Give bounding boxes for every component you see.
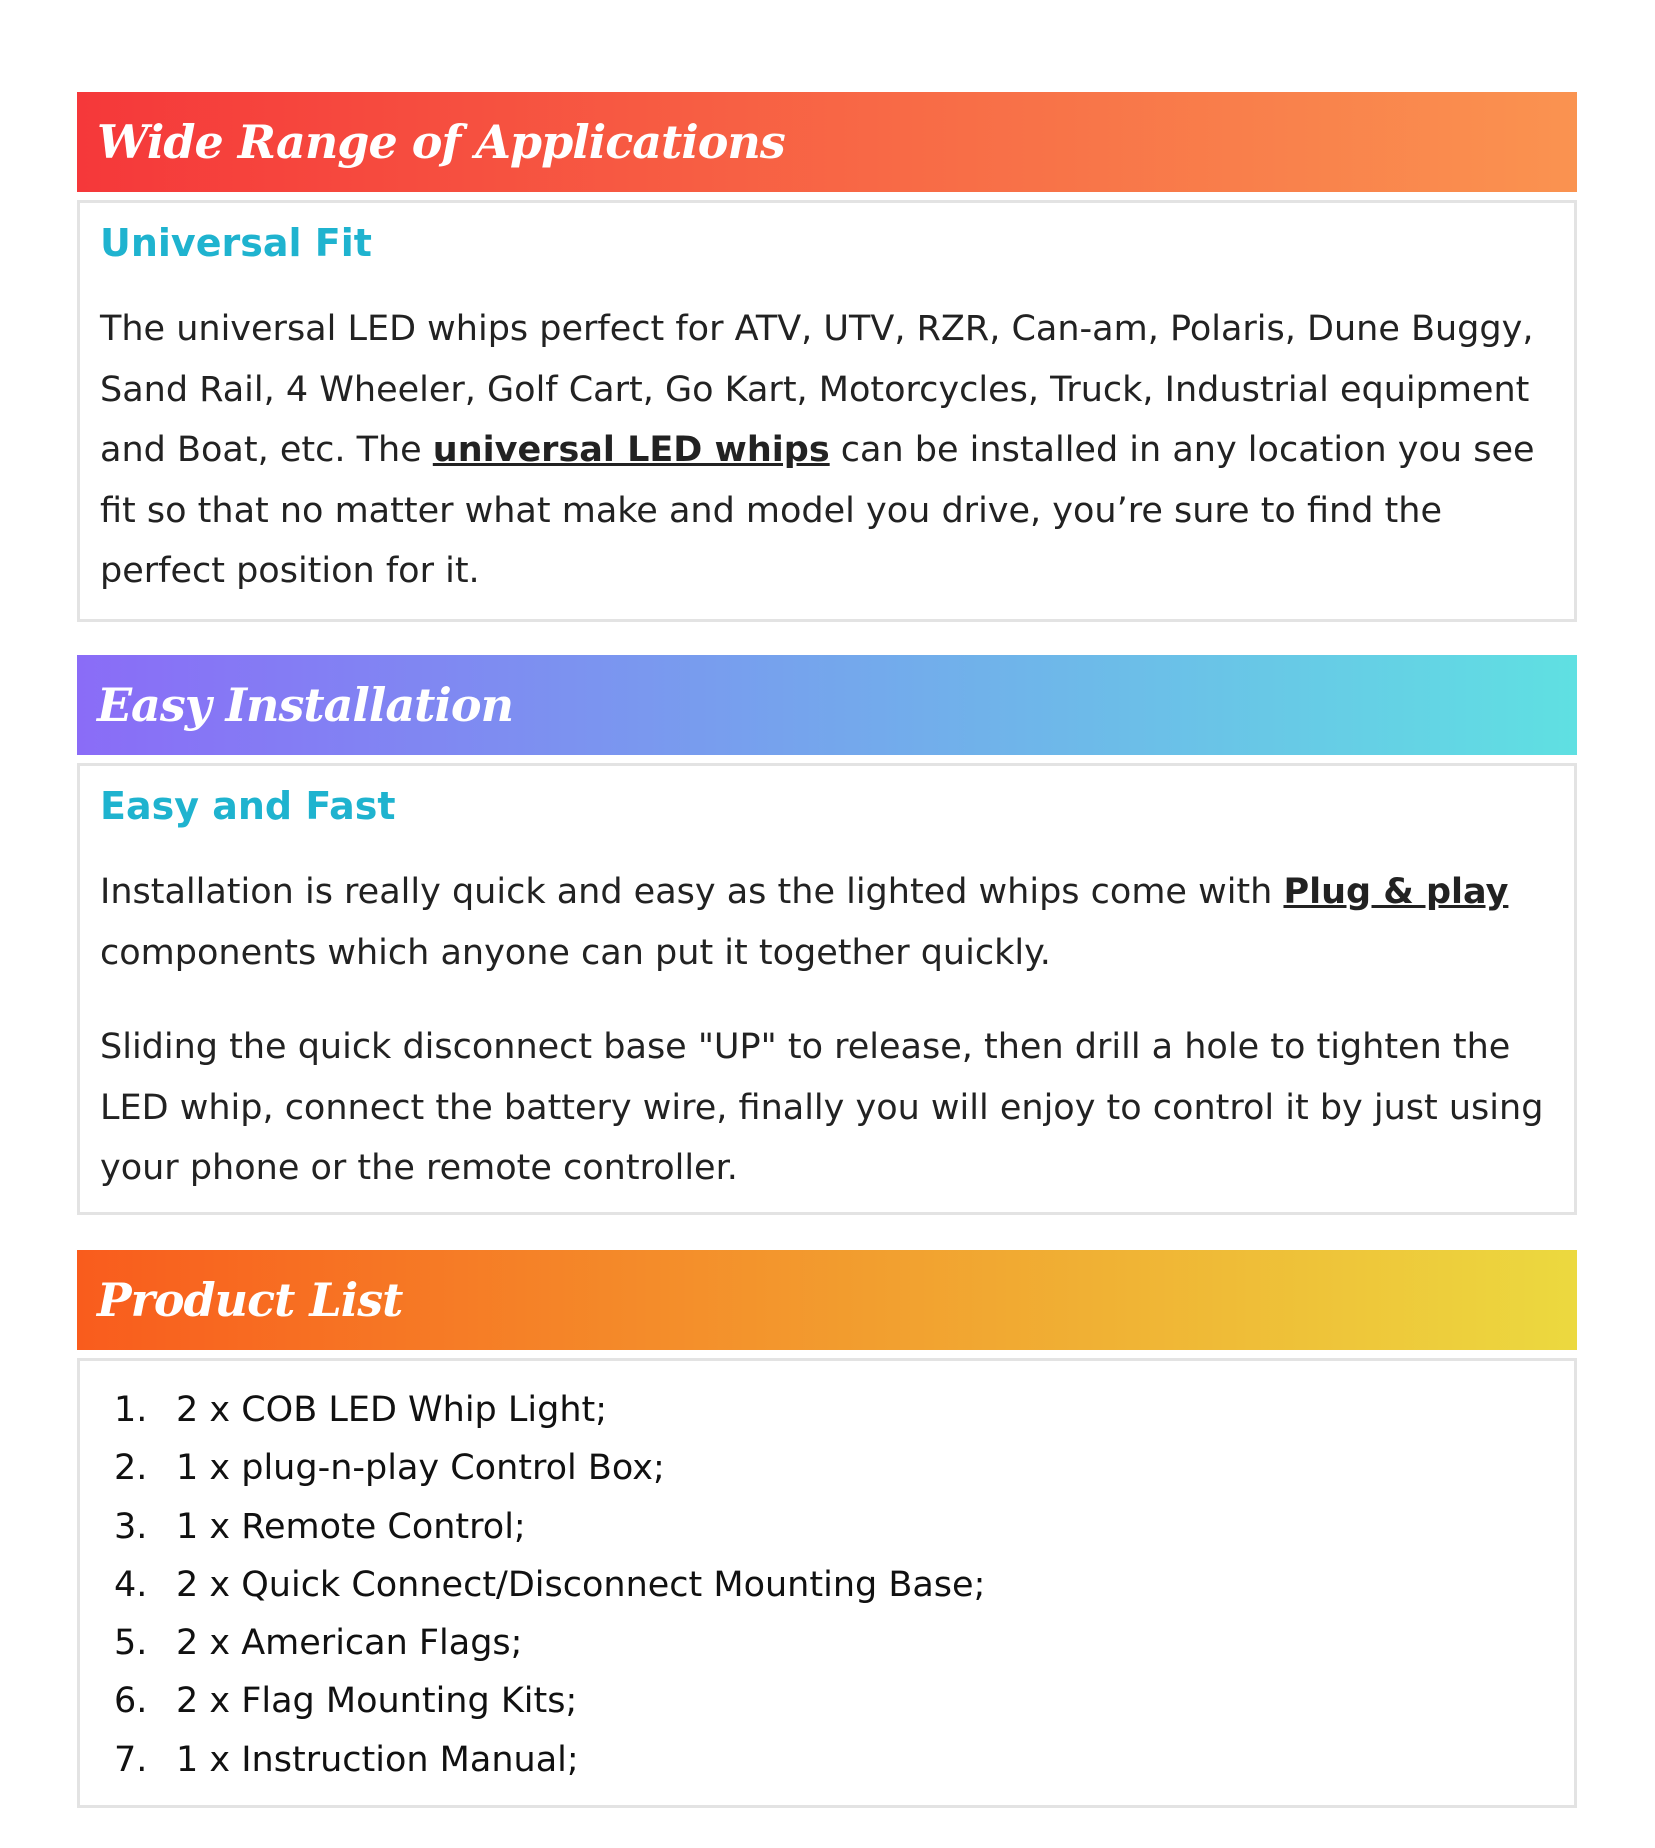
list-item [100, 1439, 1554, 1497]
list-text: 2 x Flag Mounting Kits; [176, 1681, 578, 1722]
list-number: 1. [114, 1390, 148, 1430]
link-plug-and-play[interactable]: Plug & play [1283, 872, 1509, 912]
banner-title: Product List [97, 1273, 403, 1327]
list-number: 4. [114, 1564, 148, 1605]
list-text: 2 x COB LED Whip Light; [176, 1390, 608, 1430]
banner-title: Easy Installation [97, 678, 514, 732]
subtitle-easy-and-fast: Easy and Fast [100, 784, 396, 828]
list-item [100, 1614, 1554, 1672]
product-list [100, 1381, 1554, 1789]
list-text: 1 x plug-n-play Control Box; [176, 1448, 665, 1489]
list-item [100, 1381, 1554, 1439]
text-span: Installation is really quick and easy as the lighted whips come with [100, 872, 1284, 912]
banner-applications [77, 92, 1577, 192]
list-text: 1 x Instruction Manual; [176, 1739, 579, 1780]
list-number: 3. [114, 1506, 148, 1547]
list-number: 2. [114, 1448, 148, 1489]
paragraph-steps: Sliding the quick disconnect base "UP" to release, then drill a hole to tighten the LED whip, connect the battery wire, finally you will enjoy to control it by just using your phone or the remote controller. [100, 1027, 1544, 1188]
banner-installation [77, 655, 1577, 755]
text-span: The universal LED whips perfect for ATV, UTV, RZR, Can-am, Polaris, Dune Buggy, Sand Rail, 4 Wheeler, Golf Cart, Go Kart, Motorcycles, Truck, Industrial equipment and Boat, etc. The [100, 309, 1534, 470]
list-text: 2 x American Flags; [176, 1623, 523, 1664]
text-span: can be installed in any location you see fit so that no matter what make and model you drive, you’re sure to find the perfect position for it. [100, 430, 1535, 591]
section-applications [77, 92, 1577, 622]
list-number: 6. [114, 1681, 148, 1722]
content-box-product-list [77, 1358, 1577, 1808]
list-item [100, 1498, 1554, 1556]
paragraph-installation [100, 862, 1554, 983]
list-text: 1 x Remote Control; [176, 1506, 526, 1547]
banner-title: Wide Range of Applications [97, 115, 785, 169]
section-installation [77, 655, 1577, 1215]
list-item [100, 1731, 1554, 1789]
content-box-applications [77, 200, 1577, 622]
link-universal-led-whips[interactable]: universal LED whips [432, 430, 830, 470]
section-product-list [77, 1250, 1577, 1808]
list-text: 2 x Quick Connect/Disconnect Mounting Base; [176, 1564, 986, 1605]
list-item [100, 1672, 1554, 1730]
subtitle-universal-fit: Universal Fit [100, 221, 372, 265]
banner-product-list [77, 1250, 1577, 1350]
paragraph-universal-fit [100, 299, 1554, 602]
list-number: 7. [114, 1739, 148, 1780]
text-span: components which anyone can put it together quickly. [100, 932, 1051, 973]
list-number: 5. [114, 1623, 148, 1664]
list-item [100, 1556, 1554, 1614]
content-box-installation [77, 763, 1577, 1215]
